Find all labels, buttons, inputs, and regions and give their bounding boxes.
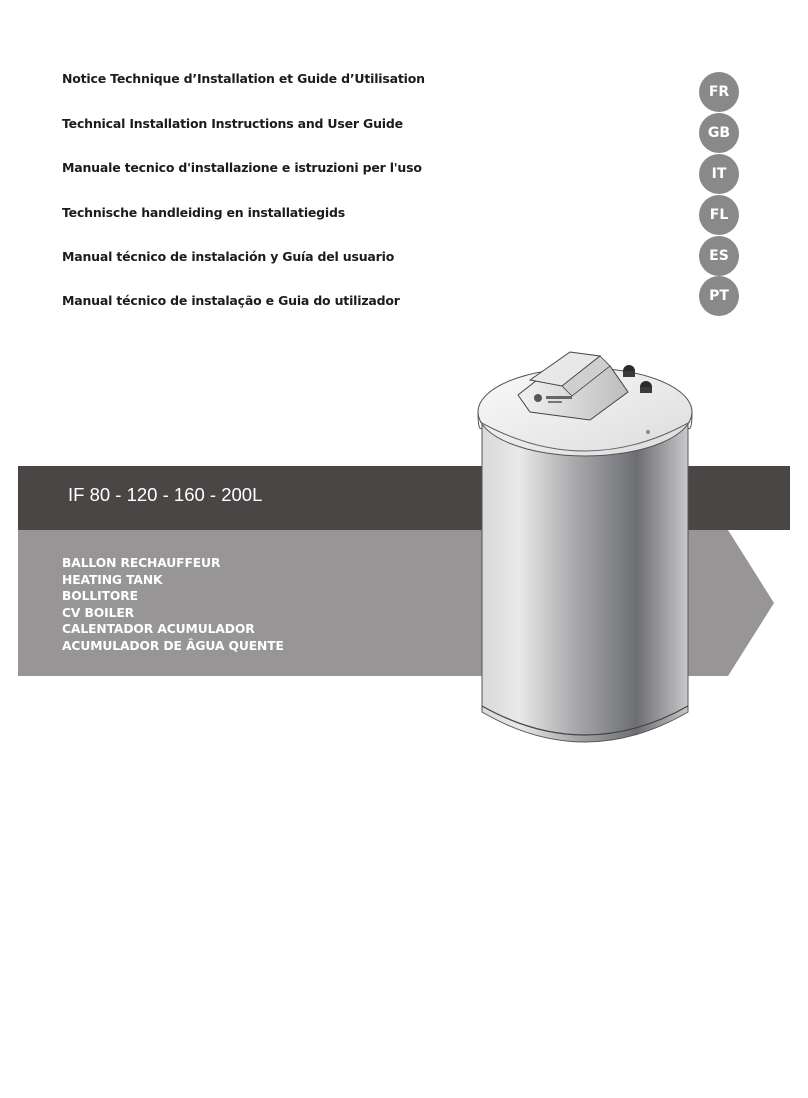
product-name-it: BOLLITORE — [62, 589, 138, 604]
product-name-es: CALENTADOR ACUMULADOR — [62, 622, 255, 637]
product-name-pt: ACUMULADOR DE ÂGUA QUENTE — [62, 638, 284, 653]
product-name-fr: BALLON RECHAUFFEUR — [62, 556, 221, 570]
product-name-fl: CV BOILER — [62, 605, 135, 620]
lang-badge-pt: PT — [699, 276, 739, 316]
lang-badge-es: ES — [699, 236, 739, 276]
lang-badge-gb: GB — [699, 113, 739, 153]
model-title: IF 80 - 120 - 160 - 200L — [68, 484, 263, 505]
heating-tank-image — [470, 340, 700, 760]
title-gb: Technical Installation Instructions and User Guide — [62, 116, 403, 131]
title-fl: Technische handleiding en installatiegids — [62, 205, 345, 220]
product-name-list — [62, 555, 284, 655]
title-it: Manuale tecnico d'installazione e istruzioni per l'uso — [62, 160, 422, 175]
title-pt: Manual técnico de instalação e Guia do utilizador — [62, 293, 400, 308]
lang-badge-fl: FL — [699, 195, 739, 235]
product-name-gb: HEATING TANK — [62, 572, 163, 587]
title-es: Manual técnico de instalación y Guía del usuario — [62, 249, 395, 264]
lang-badge-fr: FR — [699, 72, 739, 112]
title-fr: Notice Technique d’Installation et Guide d’Utilisation — [62, 71, 425, 86]
lang-badge-it: IT — [699, 154, 739, 194]
